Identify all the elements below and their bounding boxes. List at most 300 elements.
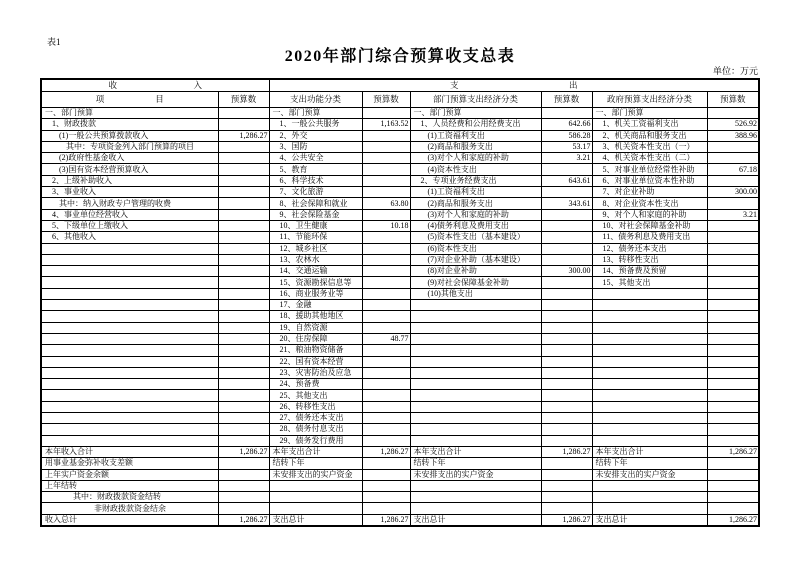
table-row xyxy=(41,480,759,491)
cell-value: 1,286.27 xyxy=(362,514,410,526)
cell-label xyxy=(592,322,707,333)
cell-label xyxy=(41,390,218,401)
cell-label: (1)工资福利支出 xyxy=(410,187,541,198)
cell-label xyxy=(41,401,218,412)
cell-label xyxy=(410,345,541,356)
cell-value xyxy=(541,469,592,480)
cell-label xyxy=(592,401,707,412)
cell-value: 63.80 xyxy=(362,198,410,209)
cell-label: 15、资源勘探信息等 xyxy=(269,277,362,288)
cell-value xyxy=(541,108,592,119)
table-row xyxy=(41,243,759,254)
cell-value xyxy=(218,119,269,130)
cell-value xyxy=(541,333,592,344)
cell-value: 67.18 xyxy=(707,164,759,175)
cell-label: 10、卫生健康 xyxy=(269,220,362,231)
cell-label: 4、事业单位经营收入 xyxy=(41,209,218,220)
cell-value xyxy=(541,243,592,254)
cell-value xyxy=(541,458,592,469)
cell-value xyxy=(218,300,269,311)
cell-label: 20、住房保障 xyxy=(269,333,362,344)
cell-label xyxy=(592,480,707,491)
cell-label: 1、人员经费和公用经费支出 xyxy=(410,119,541,130)
cell-value xyxy=(541,413,592,424)
cell-label: 18、援助其他地区 xyxy=(269,311,362,322)
table-row xyxy=(41,503,759,514)
table-row xyxy=(41,345,759,356)
col-header-item: 项 目 xyxy=(41,92,218,108)
cell-value: 1,286.27 xyxy=(541,446,592,457)
cell-label: 8、对企业资本性支出 xyxy=(592,198,707,209)
cell-label: 其中：纳入财政专户管理的收费 xyxy=(41,198,218,209)
cell-label xyxy=(410,492,541,503)
cell-label xyxy=(410,356,541,367)
cell-value xyxy=(541,322,592,333)
cell-label: 2、机关商品和服务支出 xyxy=(592,130,707,141)
table-row xyxy=(41,424,759,435)
table-tag: 表1 xyxy=(47,37,61,47)
cell-value: 300.00 xyxy=(541,266,592,277)
table-row xyxy=(41,379,759,390)
cell-label xyxy=(41,266,218,277)
cell-label xyxy=(592,390,707,401)
cell-label xyxy=(410,424,541,435)
cell-value: 1,286.27 xyxy=(218,446,269,457)
cell-value xyxy=(707,492,759,503)
cell-value xyxy=(362,254,410,265)
cell-label: (3)国有资本经营预算收入 xyxy=(41,164,218,175)
cell-label xyxy=(269,503,362,514)
cell-label: 一、部门预算 xyxy=(410,108,541,119)
table-row xyxy=(41,333,759,344)
cell-value xyxy=(541,401,592,412)
cell-value xyxy=(541,254,592,265)
cell-label: 5、下级单位上缴收入 xyxy=(41,220,218,231)
cell-label xyxy=(410,311,541,322)
cell-value xyxy=(541,356,592,367)
cell-label: (10)其他支出 xyxy=(410,288,541,299)
cell-label xyxy=(41,435,218,446)
cell-value xyxy=(541,187,592,198)
expense-group-header: 支 出 xyxy=(269,79,759,92)
cell-label: 本年支出合计 xyxy=(592,446,707,457)
cell-value xyxy=(541,232,592,243)
cell-label xyxy=(592,367,707,378)
cell-value xyxy=(541,277,592,288)
cell-label: (4)资本性支出 xyxy=(410,164,541,175)
cell-label: 23、灾害防治及应急 xyxy=(269,367,362,378)
cell-label: (2)政府性基金收入 xyxy=(41,153,218,164)
table-row xyxy=(41,356,759,367)
cell-label xyxy=(410,413,541,424)
unit-note: 单位：万元 xyxy=(712,66,758,76)
cell-value: 1,286.27 xyxy=(707,514,759,526)
table-row xyxy=(41,209,759,220)
cell-label: 非财政拨款资金结余 xyxy=(41,503,218,514)
cell-label: (1)工资福利支出 xyxy=(410,130,541,141)
cell-label: 1、一般公共服务 xyxy=(269,119,362,130)
cell-label: 2、专项业务经费支出 xyxy=(410,175,541,186)
table-row xyxy=(41,277,759,288)
cell-label: 13、转移性支出 xyxy=(592,254,707,265)
cell-label: 1、机关工资福利支出 xyxy=(592,119,707,130)
cell-value xyxy=(362,424,410,435)
table-row xyxy=(41,108,759,119)
cell-value xyxy=(707,503,759,514)
cell-value: 3.21 xyxy=(541,153,592,164)
cell-value xyxy=(362,108,410,119)
cell-label: 未安排支出的实户资金 xyxy=(592,469,707,480)
cell-value: 48.77 xyxy=(362,333,410,344)
cell-value xyxy=(707,243,759,254)
cell-value xyxy=(362,356,410,367)
cell-value xyxy=(362,130,410,141)
column-header-row xyxy=(41,92,759,108)
cell-label: 21、粮油物资储备 xyxy=(269,345,362,356)
cell-label: 10、对社会保障基金补助 xyxy=(592,220,707,231)
cell-value xyxy=(362,469,410,480)
table-row xyxy=(41,220,759,231)
cell-value xyxy=(218,367,269,378)
cell-value xyxy=(218,254,269,265)
cell-value xyxy=(218,492,269,503)
cell-value xyxy=(707,288,759,299)
table-body xyxy=(41,108,759,526)
cell-value xyxy=(707,469,759,480)
cell-label: (9)对社会保障基金补助 xyxy=(410,277,541,288)
cell-label: 27、债务还本支出 xyxy=(269,413,362,424)
cell-value xyxy=(218,220,269,231)
cell-label: 支出总计 xyxy=(592,514,707,526)
cell-label xyxy=(592,413,707,424)
cell-label: 12、城乡社区 xyxy=(269,243,362,254)
cell-value xyxy=(362,311,410,322)
cell-value xyxy=(362,390,410,401)
cell-label xyxy=(41,356,218,367)
cell-value xyxy=(541,300,592,311)
cell-value xyxy=(362,345,410,356)
cell-value xyxy=(218,480,269,491)
cell-value: 1,286.27 xyxy=(541,514,592,526)
cell-label: 13、农林水 xyxy=(269,254,362,265)
cell-value xyxy=(218,503,269,514)
cell-value xyxy=(362,232,410,243)
cell-label: 1、财政拨款 xyxy=(41,119,218,130)
cell-label xyxy=(41,311,218,322)
cell-value xyxy=(362,492,410,503)
table-row xyxy=(41,514,759,526)
cell-value xyxy=(362,322,410,333)
cell-value: 388.96 xyxy=(707,130,759,141)
cell-value xyxy=(707,333,759,344)
cell-value xyxy=(362,458,410,469)
col-header-function-class: 支出功能分类 xyxy=(269,92,362,108)
cell-label: 4、机关资本性支出（二） xyxy=(592,153,707,164)
cell-label xyxy=(592,492,707,503)
cell-value xyxy=(707,480,759,491)
cell-value xyxy=(218,413,269,424)
cell-value xyxy=(541,480,592,491)
cell-label: 26、转移性支出 xyxy=(269,401,362,412)
table-row xyxy=(41,300,759,311)
table-row xyxy=(41,492,759,503)
budget-table xyxy=(40,78,760,527)
table-row xyxy=(41,413,759,424)
cell-label xyxy=(410,367,541,378)
cell-value xyxy=(218,401,269,412)
cell-label xyxy=(410,390,541,401)
cell-label xyxy=(269,480,362,491)
cell-label xyxy=(410,333,541,344)
cell-value xyxy=(707,300,759,311)
cell-label: 6、其他收入 xyxy=(41,232,218,243)
cell-label: 3、机关资本性支出（一） xyxy=(592,141,707,152)
cell-value: 53.17 xyxy=(541,141,592,152)
cell-label xyxy=(592,300,707,311)
cell-label: 24、预备费 xyxy=(269,379,362,390)
table-row xyxy=(41,153,759,164)
cell-label: 收入总计 xyxy=(41,514,218,526)
cell-value xyxy=(218,458,269,469)
cell-label xyxy=(41,254,218,265)
cell-label: 9、社会保险基金 xyxy=(269,209,362,220)
cell-value xyxy=(362,480,410,491)
cell-label xyxy=(41,277,218,288)
cell-value xyxy=(707,390,759,401)
cell-label: 一、部门预算 xyxy=(592,108,707,119)
cell-value xyxy=(218,345,269,356)
cell-label: 未安排支出的实户资金 xyxy=(410,469,541,480)
cell-label: (2)商品和服务支出 xyxy=(410,141,541,152)
cell-value xyxy=(362,153,410,164)
cell-label: 14、交通运输 xyxy=(269,266,362,277)
cell-value: 1,286.27 xyxy=(218,514,269,526)
cell-label: 用事业基金弥补收支差额 xyxy=(41,458,218,469)
cell-label: 未安排支出的实户资金 xyxy=(269,469,362,480)
table-row xyxy=(41,401,759,412)
cell-value: 1,286.27 xyxy=(218,130,269,141)
cell-value xyxy=(707,220,759,231)
cell-label: 3、事业收入 xyxy=(41,187,218,198)
cell-label: 结转下年 xyxy=(410,458,541,469)
cell-value xyxy=(362,243,410,254)
cell-label xyxy=(41,367,218,378)
cell-value xyxy=(362,187,410,198)
cell-label: (4)债务利息及费用支出 xyxy=(410,220,541,231)
cell-value xyxy=(218,469,269,480)
cell-value xyxy=(218,266,269,277)
cell-value xyxy=(707,367,759,378)
col-header-dept-econ-class: 部门预算支出经济分类 xyxy=(410,92,541,108)
cell-label xyxy=(41,300,218,311)
cell-value: 1,286.27 xyxy=(362,446,410,457)
cell-label xyxy=(592,435,707,446)
table-row xyxy=(41,175,759,186)
cell-value xyxy=(362,413,410,424)
cell-label xyxy=(410,480,541,491)
cell-label: (2)商品和服务支出 xyxy=(410,198,541,209)
cell-value xyxy=(541,164,592,175)
cell-label xyxy=(41,413,218,424)
cell-value: 1,163.52 xyxy=(362,119,410,130)
cell-label xyxy=(41,333,218,344)
cell-label: 4、公共安全 xyxy=(269,153,362,164)
cell-value xyxy=(707,141,759,152)
cell-label: 其中：财政拨款资金结转 xyxy=(41,492,218,503)
cell-value: 643.61 xyxy=(541,175,592,186)
cell-label xyxy=(410,379,541,390)
cell-value xyxy=(362,379,410,390)
cell-value xyxy=(362,277,410,288)
cell-label xyxy=(41,243,218,254)
cell-label: 2、上级补助收入 xyxy=(41,175,218,186)
cell-value xyxy=(218,153,269,164)
cell-value xyxy=(541,503,592,514)
cell-value xyxy=(218,333,269,344)
cell-label: 28、债务付息支出 xyxy=(269,424,362,435)
cell-value xyxy=(218,390,269,401)
cell-label: 5、教育 xyxy=(269,164,362,175)
cell-value xyxy=(707,345,759,356)
cell-value: 10.18 xyxy=(362,220,410,231)
cell-label xyxy=(592,424,707,435)
cell-value xyxy=(218,277,269,288)
cell-value: 300.00 xyxy=(707,187,759,198)
cell-value xyxy=(218,164,269,175)
cell-label: 支出总计 xyxy=(410,514,541,526)
cell-label: 一、部门预算 xyxy=(41,108,218,119)
cell-label: 19、自然资源 xyxy=(269,322,362,333)
cell-label: 25、其他支出 xyxy=(269,390,362,401)
cell-label: 8、社会保障和就业 xyxy=(269,198,362,209)
cell-value xyxy=(362,266,410,277)
cell-value xyxy=(362,435,410,446)
cell-value xyxy=(707,311,759,322)
cell-label: (5)资本性支出（基本建设） xyxy=(410,232,541,243)
cell-label: 11、节能环保 xyxy=(269,232,362,243)
col-header-budget: 预算数 xyxy=(541,92,592,108)
cell-value xyxy=(218,379,269,390)
cell-label: 上年实户资金余额 xyxy=(41,469,218,480)
cell-value xyxy=(541,220,592,231)
cell-label: 6、科学技术 xyxy=(269,175,362,186)
cell-label xyxy=(269,492,362,503)
col-header-budget: 预算数 xyxy=(362,92,410,108)
cell-value: 642.66 xyxy=(541,119,592,130)
cell-value xyxy=(362,401,410,412)
cell-value xyxy=(541,311,592,322)
cell-value: 1,286.27 xyxy=(707,446,759,457)
cell-value xyxy=(218,288,269,299)
table-row xyxy=(41,390,759,401)
table-row xyxy=(41,458,759,469)
cell-value xyxy=(541,345,592,356)
cell-label: 6、对事业单位资本性补助 xyxy=(592,175,707,186)
cell-label: 7、对企业补助 xyxy=(592,187,707,198)
cell-value xyxy=(707,108,759,119)
cell-value xyxy=(707,413,759,424)
cell-label: (3)对个人和家庭的补助 xyxy=(410,153,541,164)
cell-value xyxy=(541,424,592,435)
cell-value: 526.92 xyxy=(707,119,759,130)
table-row xyxy=(41,254,759,265)
table-row xyxy=(41,322,759,333)
cell-label: 9、对个人和家庭的补助 xyxy=(592,209,707,220)
cell-label: 上年结转 xyxy=(41,480,218,491)
table-row xyxy=(41,119,759,130)
cell-label: 结转下年 xyxy=(269,458,362,469)
cell-label xyxy=(410,435,541,446)
cell-value xyxy=(362,164,410,175)
cell-label xyxy=(410,401,541,412)
cell-label: 其中：专项资金列入部门预算的项目 xyxy=(41,141,218,152)
cell-value xyxy=(707,254,759,265)
cell-value xyxy=(218,356,269,367)
table-row xyxy=(41,469,759,480)
cell-value: 586.28 xyxy=(541,130,592,141)
cell-value xyxy=(707,266,759,277)
col-header-gov-econ-class: 政府预算支出经济分类 xyxy=(592,92,707,108)
cell-label: 29、债务发行费用 xyxy=(269,435,362,446)
table-row xyxy=(41,288,759,299)
cell-label: 7、文化旅游 xyxy=(269,187,362,198)
cell-label: 3、国防 xyxy=(269,141,362,152)
cell-value xyxy=(218,141,269,152)
cell-label: (7)对企业补助（基本建设） xyxy=(410,254,541,265)
cell-value xyxy=(362,367,410,378)
cell-label: (8)对企业补助 xyxy=(410,266,541,277)
cell-value xyxy=(362,141,410,152)
table-row xyxy=(41,446,759,457)
cell-value xyxy=(541,367,592,378)
col-header-budget: 预算数 xyxy=(707,92,759,108)
cell-label xyxy=(592,503,707,514)
cell-value xyxy=(541,492,592,503)
table-row xyxy=(41,164,759,175)
cell-label xyxy=(41,322,218,333)
cell-value xyxy=(707,198,759,209)
cell-value xyxy=(707,435,759,446)
table-row xyxy=(41,266,759,277)
cell-label xyxy=(592,288,707,299)
cell-label xyxy=(592,333,707,344)
cell-value xyxy=(362,288,410,299)
cell-value xyxy=(362,300,410,311)
table-row xyxy=(41,141,759,152)
cell-value xyxy=(218,209,269,220)
cell-value xyxy=(218,198,269,209)
cell-label: (6)资本性支出 xyxy=(410,243,541,254)
cell-label xyxy=(410,300,541,311)
cell-value: 3.21 xyxy=(707,209,759,220)
cell-value xyxy=(218,108,269,119)
cell-value xyxy=(707,322,759,333)
page-title: 2020年部门综合预算收支总表 xyxy=(284,48,516,65)
table-row xyxy=(41,130,759,141)
table-row xyxy=(41,311,759,322)
cell-label xyxy=(41,379,218,390)
cell-value xyxy=(218,435,269,446)
cell-value xyxy=(707,232,759,243)
cell-label: 本年支出合计 xyxy=(410,446,541,457)
table-row xyxy=(41,435,759,446)
cell-label xyxy=(41,288,218,299)
cell-value xyxy=(541,435,592,446)
cell-value xyxy=(541,390,592,401)
cell-value xyxy=(707,401,759,412)
cell-value xyxy=(707,379,759,390)
cell-value xyxy=(218,243,269,254)
